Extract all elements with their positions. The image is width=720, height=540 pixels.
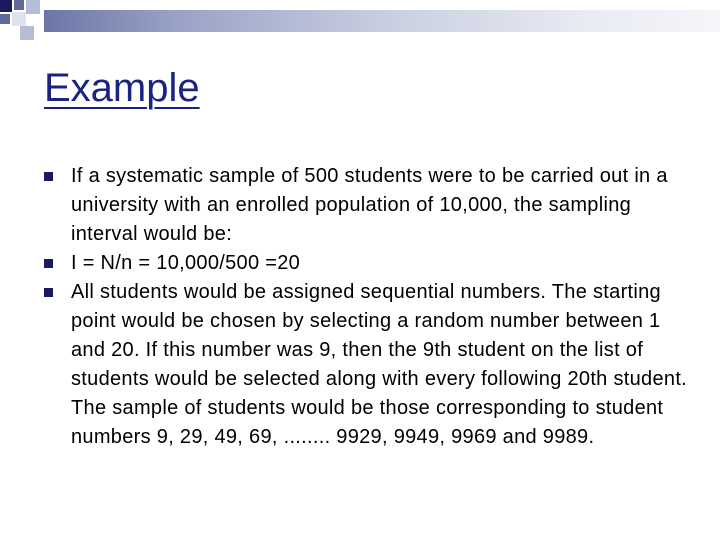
bullet-item	[44, 249, 694, 278]
header-gradient-band	[44, 10, 720, 32]
corner-square-1	[0, 0, 12, 12]
bullet-text: All students would be assigned sequential numbers. The starting point would be chosen by selecting a random number between 1 and 20. If this number was 9, then the 9th student on the list of students would be selected along with every following 20th student. The sample of students would be those corresponding to student numbers 9, 29, 49, 69, ........ 9929, 9949, 9969 and 9989.	[71, 281, 688, 448]
square-bullet-icon	[44, 259, 53, 268]
slide-title: Example	[44, 66, 200, 110]
bullet-item	[44, 278, 694, 452]
bullet-text: I = N/n = 10,000/500 =20	[71, 252, 301, 274]
corner-square-6	[20, 26, 34, 40]
bullet-item	[44, 162, 694, 249]
corner-square-3	[26, 0, 40, 14]
corner-square-5	[12, 12, 26, 26]
corner-square-4	[0, 14, 10, 24]
square-bullet-icon	[44, 172, 53, 181]
bullet-text: If a systematic sample of 500 students were to be carried out in a university with an enrolled population of 10,000, the sampling interval would be:	[71, 165, 668, 245]
corner-square-2	[14, 0, 24, 10]
square-bullet-icon	[44, 288, 53, 297]
bullet-list	[44, 162, 694, 452]
